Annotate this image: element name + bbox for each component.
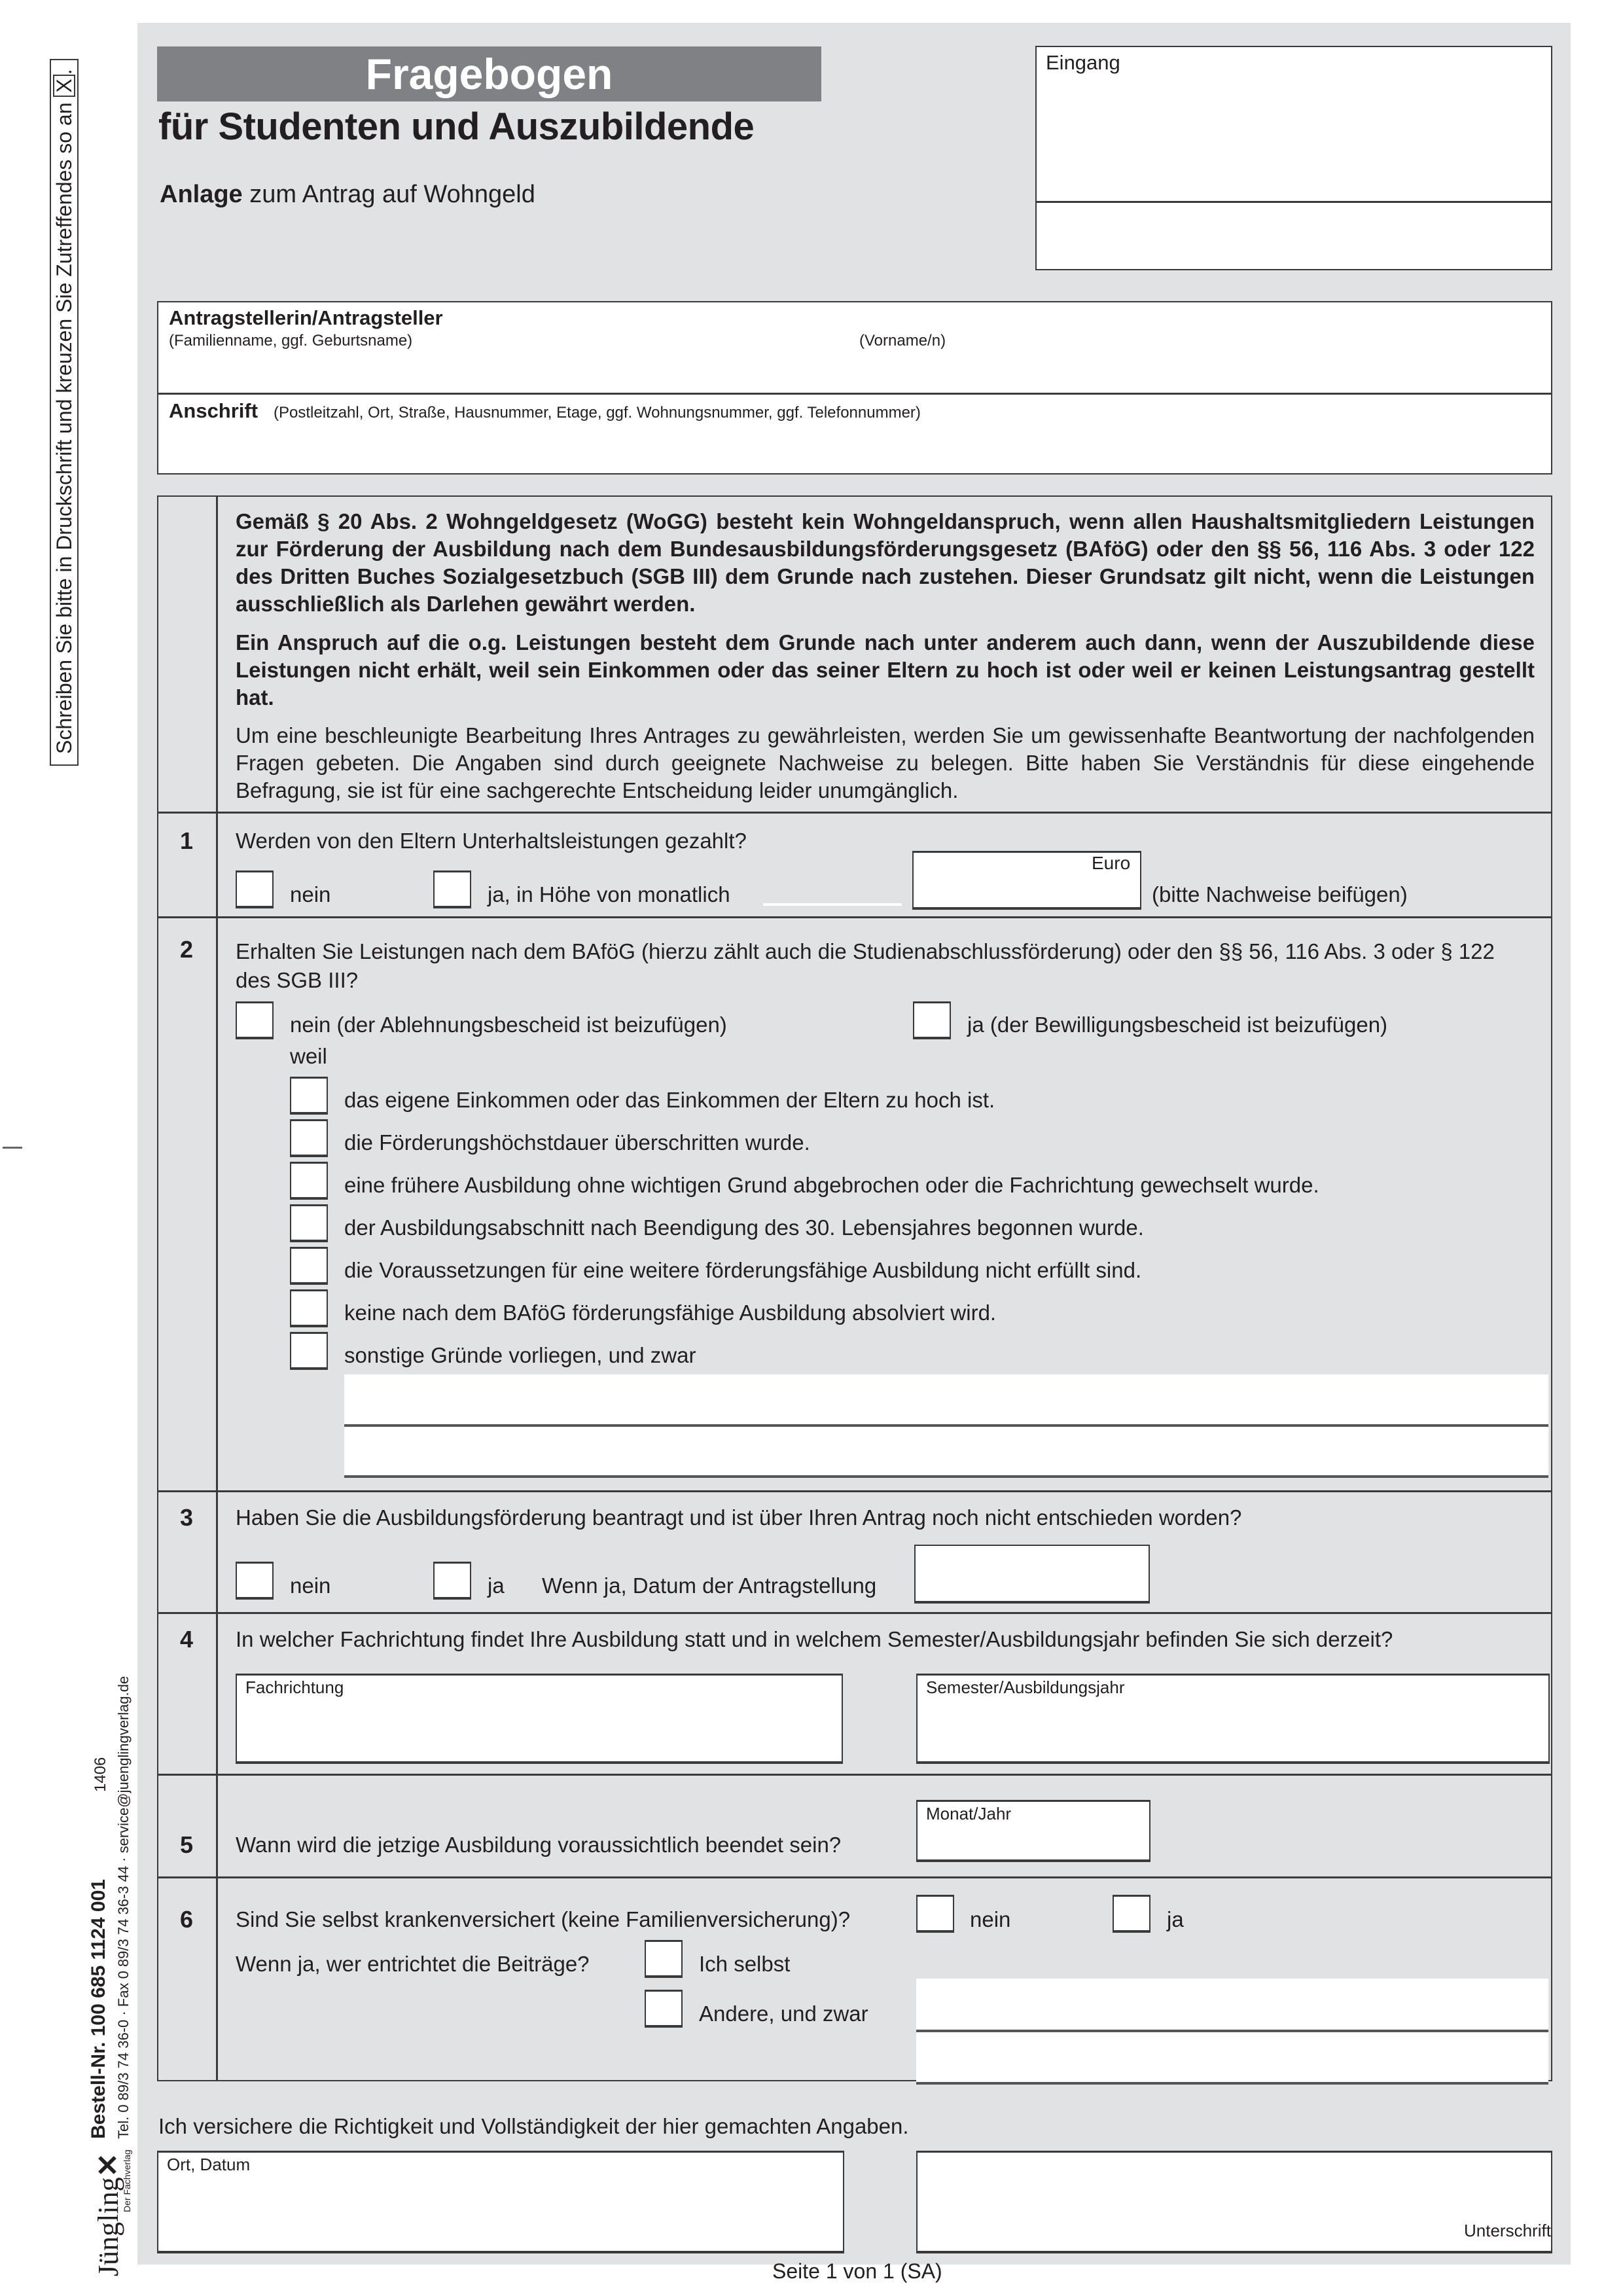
q1-yes-checkbox[interactable]: [433, 870, 471, 908]
row-divider: [157, 1490, 1552, 1492]
q2-reason-label: keine nach dem BAföG förderungsfähige Ausbildung absolviert wird.: [344, 1300, 997, 1325]
q2-reason-label: eine frühere Ausbildung ohne wichtigen Grund abgebrochen oder die Fachrichtung gewechselt wurde.: [344, 1173, 1319, 1197]
form-title: Fragebogen: [157, 46, 821, 101]
first-name-hint: (Vorname/n): [859, 332, 946, 350]
q2-other-reason-line[interactable]: [344, 1427, 1548, 1478]
q6-other-payer-line[interactable]: [916, 2032, 1548, 2085]
receipt-stamp-box[interactable]: [1035, 46, 1552, 270]
question-text: Wann wird die jetzige Ausbildung voraussichtlich beendet sein?: [236, 1833, 842, 1857]
q1-note: (bitte Nachweise beifügen): [1152, 882, 1408, 906]
question-number: 2: [179, 936, 194, 963]
q2-reason-checkbox[interactable]: [290, 1332, 328, 1370]
q2-no-checkbox[interactable]: [236, 1001, 274, 1039]
instruction-period: .: [52, 69, 76, 75]
q2-reason-checkbox[interactable]: [290, 1247, 328, 1285]
row-divider: [157, 1774, 1552, 1776]
q2-reason-checkbox[interactable]: [290, 1204, 328, 1242]
q3-no-checkbox[interactable]: [236, 1562, 274, 1600]
question-number: 1: [179, 827, 194, 854]
print-instruction-text: Schreiben Sie bitte in Druckschrift und kreuzen Sie Zutreffendes so an: [52, 102, 76, 754]
q3-yes-checkbox[interactable]: [433, 1562, 471, 1600]
order-number: Bestell-Nr. 100 685 1124 001: [88, 1879, 109, 2139]
q1-yes-label: ja, in Höhe von monatlich: [488, 882, 730, 906]
publisher-name: Jüngling: [92, 2177, 124, 2276]
page-info: Seite 1 von 1 (SA): [772, 2259, 942, 2283]
place-date-input[interactable]: [157, 2151, 844, 2253]
row-divider: [157, 1876, 1552, 1878]
form-annex-label: [160, 181, 535, 209]
family-name-hint: (Familienname, ggf. Geburtsname): [169, 332, 413, 350]
q1-no-checkbox[interactable]: [236, 870, 274, 908]
address-hint: (Postleitzahl, Ort, Straße, Hausnummer, Etage, ggf. Wohnungsnummer, ggf. Telefonnummer): [274, 404, 921, 422]
q4-semester-label: Semester/Ausbildungsjahr: [926, 1677, 1125, 1697]
receipt-label: Eingang: [1046, 51, 1120, 74]
q5-end-date-label: Monat/Jahr: [926, 1804, 1012, 1823]
q1-currency-label: Euro: [1092, 853, 1131, 873]
publisher-logo: [92, 2153, 125, 2276]
question-number: 3: [179, 1504, 194, 1531]
question-text: Erhalten Sie Leistungen nach dem BAföG (hierzu zählt auch die Studienabschlussförderung) oder den §§ 56, 116 Abs. 3 oder § 122 des SGB III?: [236, 939, 1495, 992]
signature-input[interactable]: [916, 2151, 1552, 2253]
annex-text: zum Antrag auf Wohngeld: [242, 181, 535, 208]
question-text: Haben Sie die Ausbildungsförderung beantragt und ist über Ihren Antrag noch nicht entschieden worden?: [236, 1505, 1242, 1530]
q3-date-label: Wenn ja, Datum der Antragstellung: [542, 1573, 877, 1598]
publisher-tagline: Der Fachverlag: [122, 2149, 132, 2212]
question-text: Werden von den Eltern Unterhaltsleistungen gezahlt?: [236, 829, 747, 853]
cross-example-icon: X: [53, 75, 75, 96]
question-number: 4: [179, 1626, 194, 1653]
q2-reason-checkbox[interactable]: [290, 1077, 328, 1115]
publisher-logo-icon: ✕: [92, 2153, 124, 2178]
intro-legal-text: Gemäß § 20 Abs. 2 Wohngeldgesetz (WoGG) besteht kein Wohngeldanspruch, wenn allen Haushaltsmitgliedern Leistungen zur Förderung der Ausbildung nach dem Bundesausbildungsförderungsgesetz (BAföG) oder den §§ 56, 116 Abs. 3 oder 122 des Dritten Buches Sozialgesetzbuch (SGB III) dem Grunde nach zustehen. Dieser Grundsatz gilt nicht, wenn die Leistungen ausschließlich als Darlehen gewährt werden.: [236, 509, 1535, 616]
q2-yes-label: ja (der Bewilligungsbescheid ist beizufügen): [967, 1013, 1388, 1037]
receipt-stamp-divider: [1035, 201, 1552, 203]
edition-code: 1406: [92, 1757, 109, 1792]
declaration-text: Ich versichere die Richtigkeit und Vollständigkeit der hier gemachten Angaben.: [158, 2114, 909, 2138]
address-heading: Anschrift: [169, 399, 259, 422]
number-column-divider: [216, 495, 218, 2081]
q1-no-label: nein: [290, 882, 331, 906]
q2-reason-label: das eigene Einkommen oder das Einkommen der Eltern zu hoch ist.: [344, 1088, 995, 1112]
row-divider: [157, 1612, 1552, 1614]
q2-reason-label: sonstige Gründe vorliegen, und zwar: [344, 1343, 696, 1367]
q2-yes-checkbox[interactable]: [913, 1001, 951, 1039]
applicant-divider: [157, 393, 1552, 395]
annex-bold: Anlage: [160, 181, 243, 208]
q2-reason-checkbox[interactable]: [290, 1289, 328, 1327]
form-subtitle: für Studenten und Auszubildende: [158, 105, 755, 148]
q1-amount-underline: [763, 903, 902, 906]
q2-reason-label: der Ausbildungsabschnitt nach Beendigung des 30. Lebensjahres begonnen wurde.: [344, 1215, 1144, 1240]
q3-no-label: nein: [290, 1573, 331, 1598]
q6-self-label: Ich selbst: [699, 1952, 791, 1976]
place-date-label: Ort, Datum: [167, 2155, 251, 2174]
question-text: In welcher Fachrichtung findet Ihre Ausbildung statt und in welchem Semester/Ausbildungsjahr befinden Sie sich derzeit?: [236, 1627, 1393, 1651]
q6-no-checkbox[interactable]: [916, 1895, 954, 1933]
intro-processing-text: Um eine beschleunigte Bearbeitung Ihres Antrages zu gewährleisten, werden Sie um gewissenhafte Beantwortung der nachfolgenden Fragen gebeten. Die Angaben sind durch geeignete Nachweise zu belegen. Bitte haben Sie Verständnis für diese eingehende Befragung, sie ist für eine sachgerechte Entscheidung leider unumgänglich.: [236, 723, 1535, 802]
q3-date-input[interactable]: [914, 1545, 1150, 1604]
q6-self-checkbox[interactable]: [645, 1940, 683, 1978]
q2-reason-label: die Förderungshöchstdauer überschritten wurde.: [344, 1130, 810, 1155]
q6-followup-text: Wenn ja, wer entrichtet die Beiträge?: [236, 1952, 590, 1976]
q6-yes-label: ja: [1167, 1907, 1184, 1931]
q6-other-payer-line[interactable]: [916, 1979, 1548, 2032]
q2-reason-checkbox[interactable]: [290, 1119, 328, 1157]
q6-no-label: nein: [970, 1907, 1011, 1931]
q2-other-reason-line[interactable]: [344, 1374, 1548, 1427]
q2-weil-label: weil: [290, 1044, 327, 1068]
print-instruction-note: [50, 59, 79, 766]
signature-label: Unterschrift: [1464, 2221, 1551, 2240]
q2-reason-label: die Voraussetzungen für eine weitere förderungsfähige Ausbildung nicht erfüllt sind.: [344, 1258, 1142, 1282]
q3-yes-label: ja: [488, 1573, 505, 1598]
question-text: Sind Sie selbst krankenversichert (keine Familienversicherung)?: [236, 1907, 851, 1931]
q4-field-of-study-label: Fachrichtung: [245, 1677, 344, 1697]
q6-other-checkbox[interactable]: [645, 1990, 683, 2028]
question-number: 6: [179, 1906, 194, 1933]
contact-info: Tel. 0 89/3 74 36-0 · Fax 0 89/3 74 36-3 44 · service@juenglingverlag.de: [115, 1676, 132, 2139]
q2-reason-checkbox[interactable]: [290, 1162, 328, 1200]
q2-no-label: nein (der Ablehnungsbescheid ist beizufügen): [290, 1013, 727, 1037]
row-divider: [157, 812, 1552, 814]
q6-other-label: Andere, und zwar: [699, 2001, 868, 2026]
intro-entitlement-text: Ein Anspruch auf die o.g. Leistungen besteht dem Grunde nach unter anderem auch dann, wenn der Auszubildende diese Leistungen nicht erhält, weil sein Einkommen oder das seiner Eltern zu hoch ist oder weil er keinen Leistungsantrag gestellt hat.: [236, 630, 1535, 709]
question-number: 5: [179, 1831, 194, 1858]
fold-mark: [3, 1147, 22, 1149]
row-divider: [157, 916, 1552, 918]
applicant-heading: Antragstellerin/Antragsteller: [169, 306, 443, 329]
q6-yes-checkbox[interactable]: [1113, 1895, 1150, 1933]
